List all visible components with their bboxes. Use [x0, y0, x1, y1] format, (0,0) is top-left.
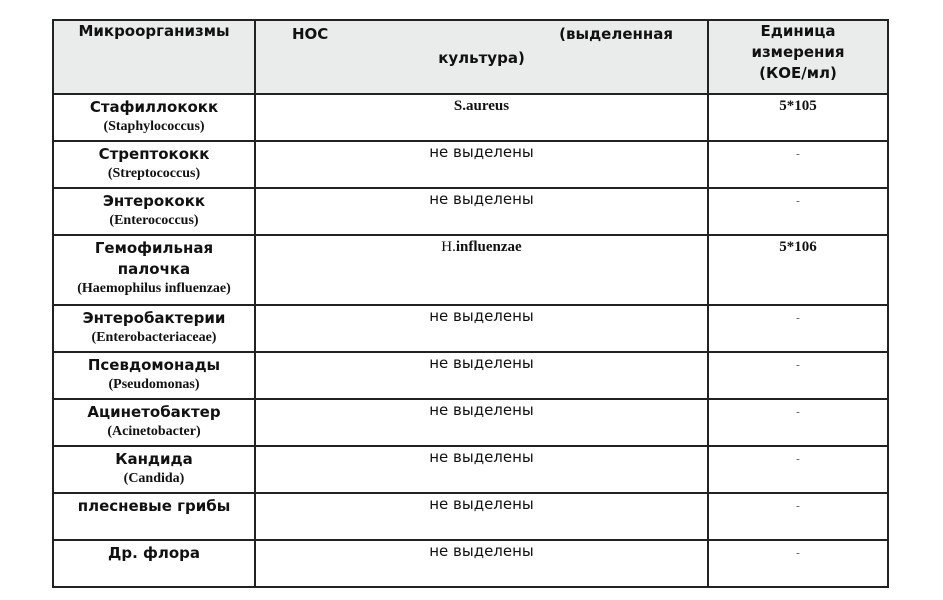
table-row-mold-fungi	[53, 493, 888, 540]
unit-cell	[708, 399, 888, 446]
unit-value: 5*106	[779, 239, 817, 255]
organism-name-lat: (Haemophilus influenzae)	[77, 281, 231, 296]
table-row-pseudomonas	[53, 352, 888, 399]
table-body	[53, 94, 888, 587]
unit-value: -	[796, 406, 800, 418]
organism-name-lat: (Streptococcus)	[107, 166, 201, 181]
unit-value: -	[796, 453, 800, 465]
unit-cell	[708, 352, 888, 399]
organism-name-ru: Др. флора	[107, 544, 201, 562]
result-value: не выделены	[429, 401, 534, 419]
result-cell	[255, 141, 708, 188]
result-prefix: H.	[441, 239, 456, 255]
table-row-staphylococcus	[53, 94, 888, 141]
header-unit	[708, 20, 888, 94]
organism-name-lat: (Staphylococcus)	[103, 119, 205, 134]
unit-value: 5*105	[779, 98, 817, 114]
unit-value: -	[796, 312, 800, 324]
organism-name-lat: (Enterobacteriaceae)	[91, 330, 217, 345]
header-microorganisms: Микроорганизмы	[53, 20, 255, 94]
header-nos-qualifier-cont: культура)	[438, 49, 525, 67]
unit-cell	[708, 305, 888, 352]
organism-cell	[53, 188, 255, 235]
organism-cell	[53, 141, 255, 188]
organism-name-lat: (Acinetobacter)	[107, 424, 201, 439]
unit-value: -	[796, 148, 800, 160]
organism-name-ru: Гемофильная	[94, 239, 214, 257]
result-main: influenzae	[455, 239, 522, 255]
microbiology-results-table	[52, 19, 889, 588]
organism-name-ru: Псевдомонады	[87, 356, 221, 374]
organism-name-lat: (Enterococcus)	[109, 213, 199, 228]
header-unit-line3: (КОЕ/мл)	[759, 64, 837, 82]
table-row-haemophilus	[53, 235, 888, 305]
organism-cell	[53, 305, 255, 352]
header-nos-qualifier: (выделенная	[559, 25, 673, 43]
result-value: не выделены	[429, 542, 534, 560]
table-row-streptococcus	[53, 141, 888, 188]
table-row-candida	[53, 446, 888, 493]
result-value: не выделены	[429, 354, 534, 372]
result-value: не выделены	[429, 190, 534, 208]
result-cell	[255, 94, 708, 141]
unit-value: -	[796, 359, 800, 371]
result-cell	[255, 446, 708, 493]
unit-cell	[708, 141, 888, 188]
result-cell	[255, 352, 708, 399]
table-row-enterococcus	[53, 188, 888, 235]
unit-value: -	[796, 195, 800, 207]
organism-name-lat: (Candida)	[123, 471, 185, 486]
header-nos-label: НОС	[292, 25, 329, 43]
unit-cell	[708, 540, 888, 587]
result-cell	[255, 399, 708, 446]
organism-name-ru: плесневые грибы	[77, 497, 231, 515]
table-row-enterobacteriaceae	[53, 305, 888, 352]
result-cell	[255, 235, 708, 305]
organism-name-lat: (Pseudomonas)	[108, 377, 200, 392]
unit-cell	[708, 188, 888, 235]
unit-cell	[708, 493, 888, 540]
unit-value: -	[796, 547, 800, 559]
result-value: S.aureus	[453, 98, 510, 114]
organism-name-ru: Стафиллококк	[89, 98, 219, 116]
table-row-acinetobacter	[53, 399, 888, 446]
unit-cell	[708, 235, 888, 305]
header-unit-line2: измерения	[751, 43, 845, 61]
header-row	[53, 20, 888, 94]
unit-value: -	[796, 500, 800, 512]
organism-name-ru: Ацинетобактер	[87, 403, 221, 421]
result-value: не выделены	[429, 143, 534, 161]
result-value: не выделены	[429, 495, 534, 513]
organism-cell	[53, 399, 255, 446]
organism-cell	[53, 446, 255, 493]
result-value	[441, 239, 521, 255]
header-unit-line1: Единица	[760, 22, 836, 40]
result-value: не выделены	[429, 448, 534, 466]
organism-name-ru: Энтерококк	[102, 192, 206, 210]
result-cell	[255, 493, 708, 540]
unit-cell	[708, 446, 888, 493]
organism-cell	[53, 352, 255, 399]
organism-cell	[53, 493, 255, 540]
organism-name-ru: Стрептококк	[98, 145, 210, 163]
organism-cell	[53, 235, 255, 305]
table-header	[53, 20, 888, 94]
table-row-other-flora	[53, 540, 888, 587]
header-nos	[255, 20, 708, 94]
result-cell	[255, 188, 708, 235]
result-cell	[255, 540, 708, 587]
organism-cell	[53, 94, 255, 141]
organism-name-ru: Энтеробактерии	[82, 309, 226, 327]
organism-name-ru-cont: палочка	[117, 260, 191, 278]
organism-cell	[53, 540, 255, 587]
unit-cell	[708, 94, 888, 141]
organism-name-ru: Кандида	[115, 450, 193, 468]
result-value: не выделены	[429, 307, 534, 325]
result-cell	[255, 305, 708, 352]
